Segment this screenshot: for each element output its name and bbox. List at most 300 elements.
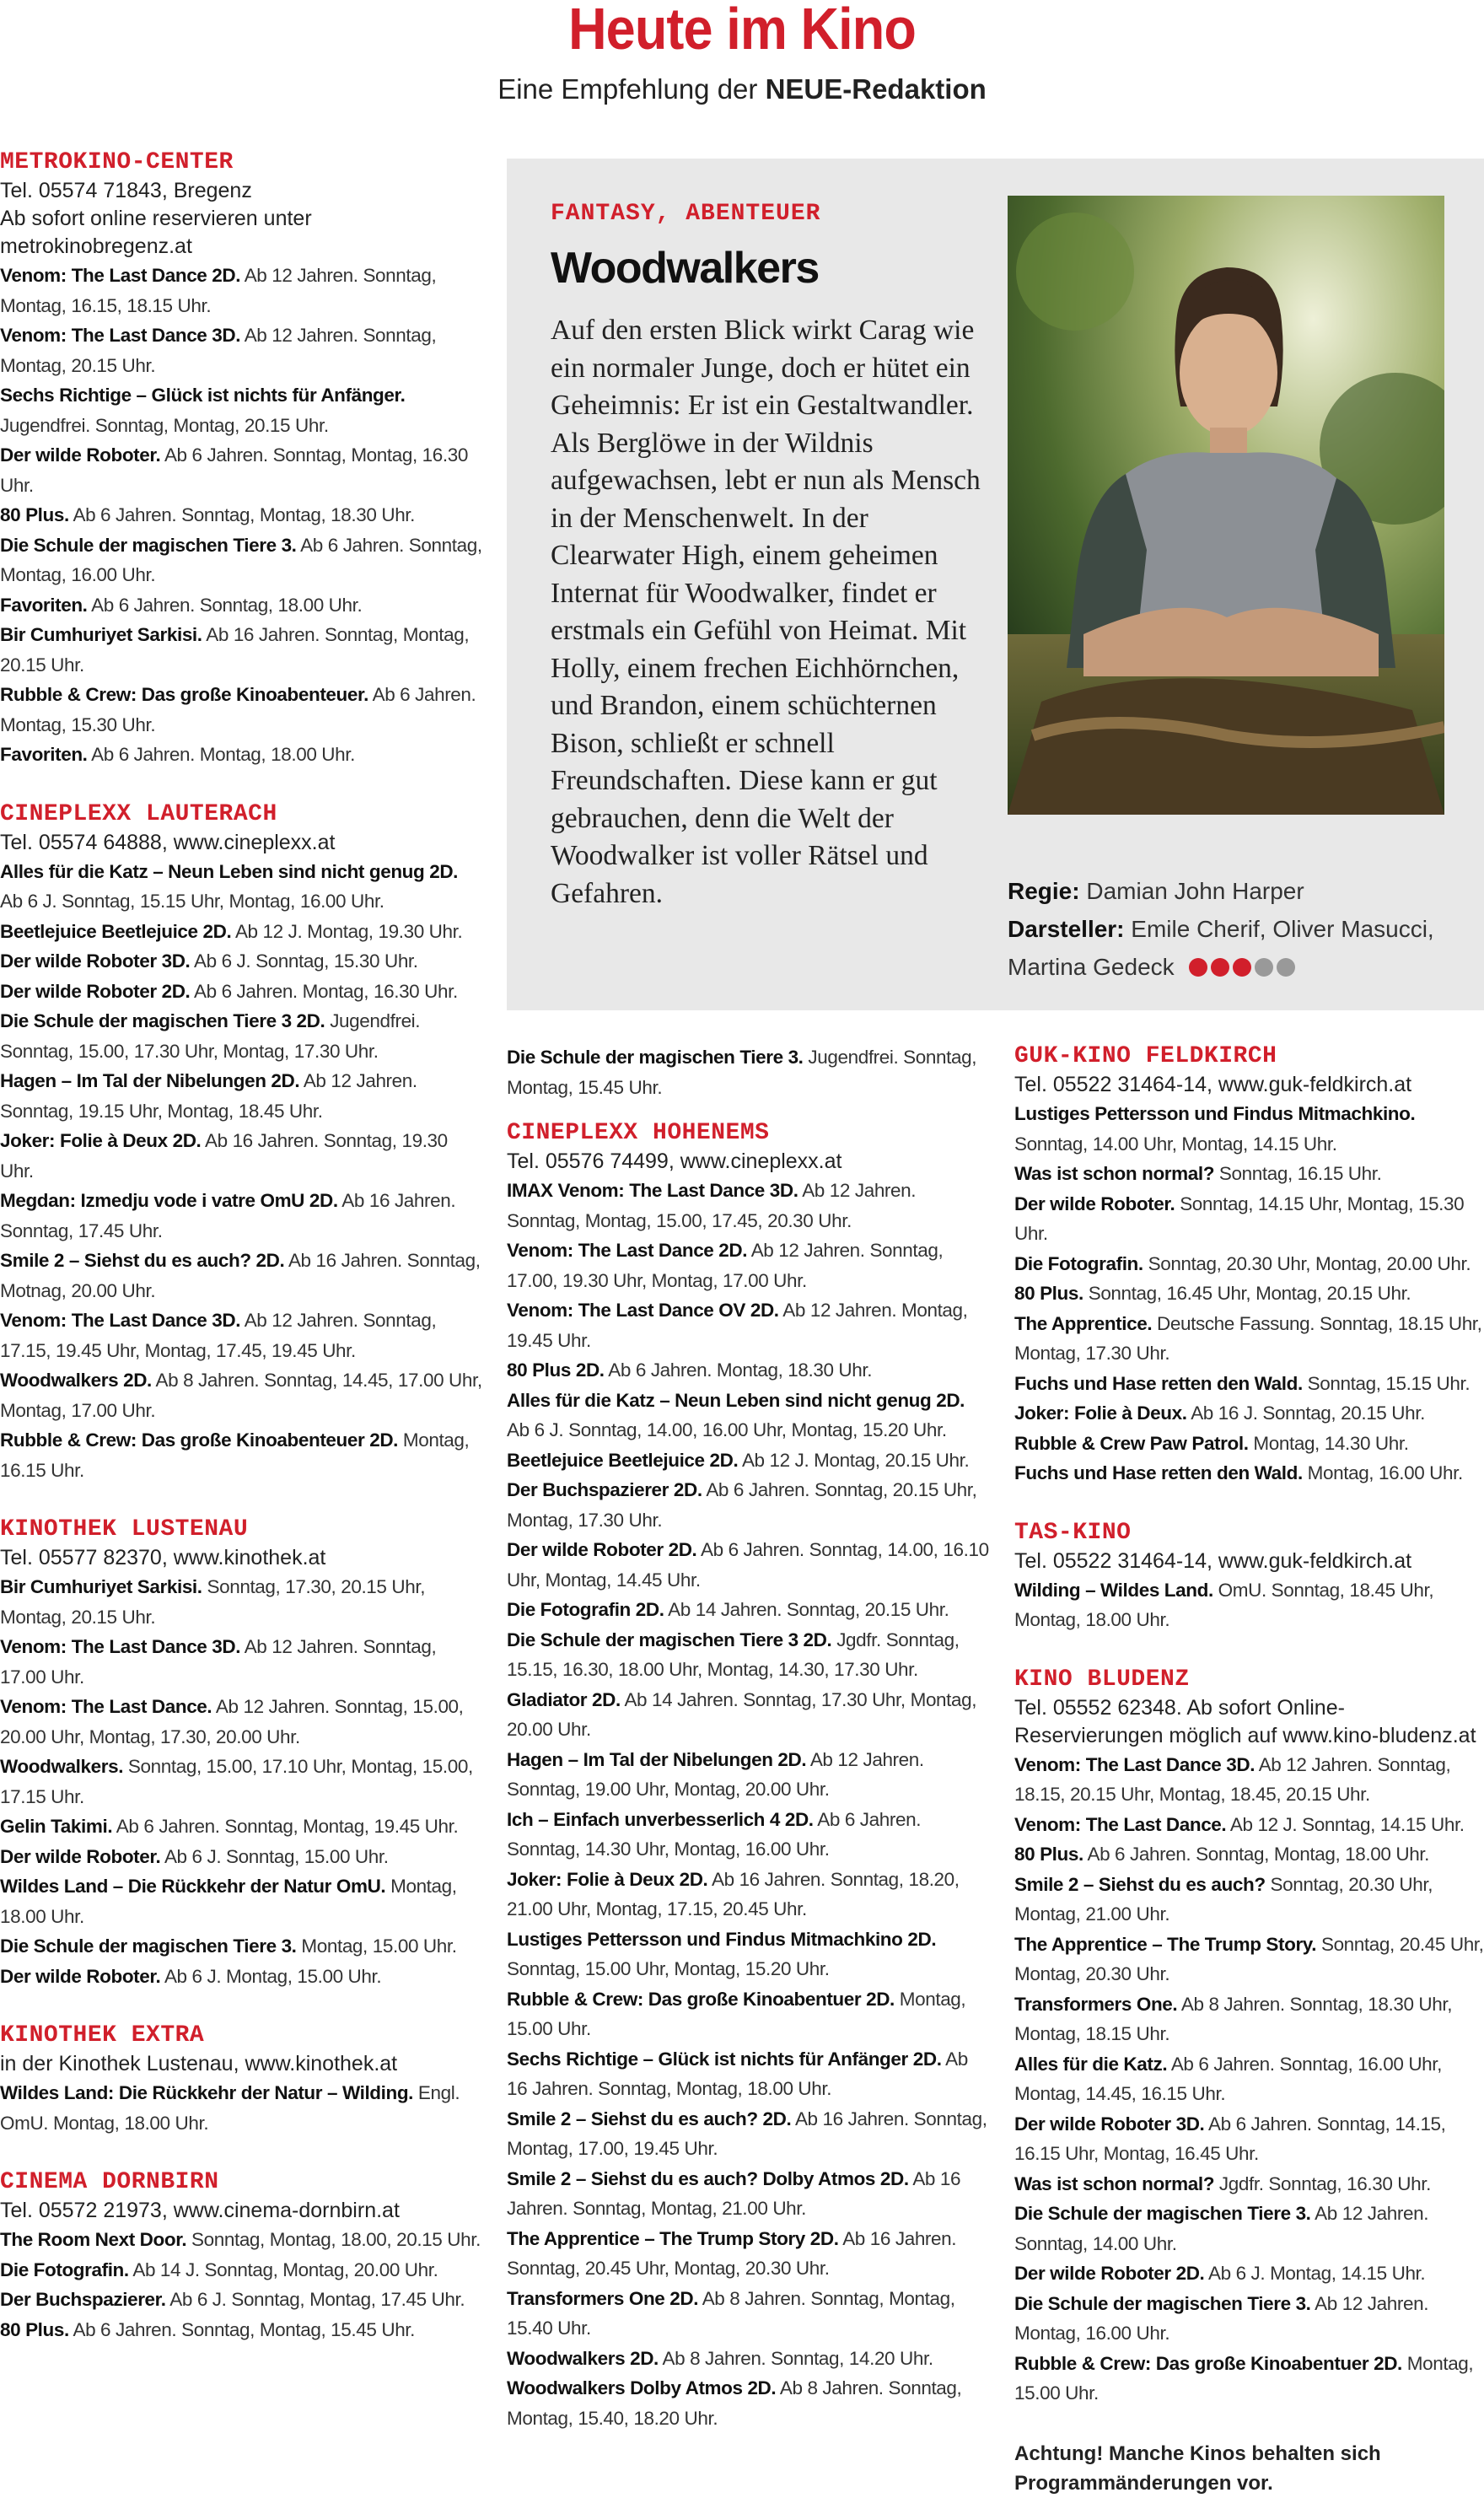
- screening-details: Ab 16 Jahren. Sonntag, 19.30 Uhr.: [0, 1130, 448, 1182]
- film-title: Woodwalkers 2D.: [507, 2347, 659, 2369]
- page-title: Heute im Kino: [568, 0, 916, 62]
- subtitle-prefix: Eine Empfehlung der: [497, 73, 766, 105]
- screening-details: Montag, 18.00 Uhr.: [0, 1876, 457, 1927]
- screening-details: Jgdfr. Sonntag, 16.30 Uhr.: [1214, 2172, 1431, 2194]
- screening-details: Ab 6 Jahren. Montag, 18.00 Uhr.: [87, 744, 355, 765]
- screening-details: Ab 6 Jahren. Sonntag, 14.15, 16.15 Uhr, Montag, 16.45 Uhr.: [1014, 2113, 1446, 2164]
- cinema-contact: in der Kinothek Lustenau, www.kinothek.at: [0, 2052, 398, 2075]
- film-title: Gelin Takimi.: [0, 1816, 113, 1837]
- cinema-block: [0, 2168, 482, 2345]
- screening-entry: [0, 977, 482, 1007]
- screening-details: Ab 6 Jahren. Montag, 16.30 Uhr.: [190, 980, 458, 1002]
- screening-details: Ab 6 J. Montag, 14.15 Uhr.: [1204, 2263, 1426, 2284]
- cinema-name: CINEPLEXX LAUTERACH: [0, 800, 277, 827]
- cinema-contact: metrokinobregenz.at: [0, 234, 192, 258]
- screening-entry: [1014, 2349, 1484, 2409]
- film-title: Beetlejuice Beetlejuice 2D.: [507, 1449, 739, 1471]
- screening-details: Ab 12 J. Sonntag, 14.15 Uhr.: [1226, 1813, 1465, 1835]
- film-title: Venom: The Last Dance 2D.: [0, 265, 241, 286]
- screening-entry: [507, 1176, 989, 1236]
- screening-entry: [1014, 1309, 1484, 1369]
- screening-entry: [507, 1925, 989, 1984]
- darsteller-label: Darsteller:: [1008, 916, 1125, 942]
- feature-text: Auf den ersten Blick wirkt Carag wie ein normaler Junge, doch er hütet ein Geheimnis: Er ist ein Gestaltwandler. Als Berglöwe in der Wildnis aufgewachsen, lebt er nun als Mensch in der Menschenwelt. In der Clearwater High, einem geheimen Internat für Woodwalker, findet er erstmals ein Gefühl von Heimat. Mit Holly, einem frechen Eichhörnchen, und Brandon, einem schüchternen Bison, schließt er schnell Freundschaften. Diese kann er gut gebrauchen, denn die Welt der Woodwalker ist voller Rätsel und Gefahren.: [551, 315, 981, 909]
- film-title: Die Fotografin.: [1014, 1252, 1143, 1274]
- screening-details: Ab 16 Jahren. Sonntag, 18.20, 21.00 Uhr, Montag, 17.15, 20.45 Uhr.: [507, 1868, 960, 1919]
- film-title: Lustiges Pettersson und Findus Mitmachkino.: [1014, 1103, 1416, 1124]
- cinema-block: [1014, 1666, 1484, 2409]
- film-title: Lustiges Pettersson und Findus Mitmachkino 2D.: [507, 1928, 937, 1950]
- darsteller-value: Emile Cherif, Oliver Masucci, Martina Gedeck: [1008, 916, 1434, 980]
- cinema-block: [507, 1119, 989, 2433]
- screening-entry: [0, 1692, 482, 1752]
- screening-entry: [0, 1006, 482, 1066]
- film-title: Venom: The Last Dance 3D.: [0, 1636, 241, 1657]
- screening-entry: [507, 1355, 989, 1386]
- film-title: Alles für die Katz – Neun Leben sind nicht genug 2D.: [507, 1389, 965, 1411]
- cinema-name: KINO BLUDENZ: [1014, 1666, 1190, 1693]
- regie-value: Damian John Harper: [1079, 878, 1304, 904]
- screening-entry: [507, 1446, 989, 1476]
- screening-entry: [0, 2285, 482, 2315]
- screening-entry: [0, 1126, 482, 1186]
- screening-entry: [507, 1475, 989, 1535]
- film-title: Transformers One.: [1014, 1993, 1178, 2015]
- screening-entry: [1014, 1429, 1484, 1459]
- cinema-name: METROKINO-CENTER: [0, 149, 234, 175]
- screening-entry: [507, 2104, 989, 2164]
- screening-entry: [507, 1042, 989, 1102]
- film-title: Ich – Einfach unverbesserlich 4 2D.: [507, 1808, 814, 1830]
- cinema-name: CINEPLEXX HOHENEMS: [507, 1120, 770, 1146]
- screening-entry: [0, 1246, 482, 1306]
- screening-details: Ab 6 Jahren. Montag, 18.30 Uhr.: [604, 1359, 873, 1381]
- screening-details: Sonntag, 20.30 Uhr, Montag, 20.00 Uhr.: [1143, 1252, 1471, 1274]
- film-title: Woodwalkers Dolby Atmos 2D.: [507, 2377, 777, 2398]
- cinema-block: [0, 2022, 482, 2138]
- film-title: Rubble & Crew: Das große Kinoabentuer 2D.: [507, 1988, 895, 2010]
- film-title: Smile 2 – Siehst du es auch? Dolby Atmos 2D.: [507, 2167, 909, 2189]
- screening-entry: [0, 440, 482, 500]
- screening-details: Montag, 15.00 Uhr.: [1014, 2352, 1474, 2404]
- screening-entry: [0, 1572, 482, 1632]
- feature-genre: FANTASY, ABENTEUER: [551, 201, 821, 227]
- film-title: Wildes Land: Die Rückkehr der Natur – Wilding.: [0, 2082, 414, 2103]
- film-title: Der wilde Roboter.: [0, 444, 161, 466]
- film-title: Hagen – Im Tal der Nibelungen 2D.: [0, 1070, 300, 1091]
- screening-details: Sonntag, 14.15 Uhr, Montag, 15.30 Uhr.: [1014, 1192, 1465, 1244]
- screening-details: Ab 8 Jahren. Sonntag, Montag, 15.40, 18.20 Uhr.: [507, 2377, 962, 2429]
- film-title: Der wilde Roboter 3D.: [1014, 2113, 1205, 2135]
- film-title: Die Schule der magischen Tiere 3 2D.: [0, 1010, 325, 1031]
- screening-entry: [1014, 1810, 1484, 1840]
- cinema-block: [1014, 1042, 1484, 1489]
- listings-column-2: [507, 1042, 989, 2463]
- film-title: The Apprentice – The Trump Story.: [1014, 1933, 1317, 1955]
- film-title: Venom: The Last Dance.: [0, 1696, 212, 1717]
- screening-details: Ab 16 Jahren. Sonntag, 20.45 Uhr, Montag, 20.30 Uhr.: [507, 2227, 957, 2279]
- film-title: 80 Plus.: [0, 504, 69, 525]
- film-title: Beetlejuice Beetlejuice 2D.: [0, 920, 232, 942]
- screening-entry: [0, 1931, 482, 1962]
- screening-entry: [0, 1066, 482, 1126]
- screening-entry: [1014, 2289, 1484, 2349]
- screening-details: Jgdfr. Sonntag, 15.15, 16.30, 18.00 Uhr, Montag, 14.30, 17.30 Uhr.: [507, 1629, 960, 1680]
- film-title: Woodwalkers 2D.: [0, 1370, 152, 1391]
- screening-entry: [0, 2315, 482, 2345]
- screening-entry: [507, 1386, 989, 1446]
- screening-details: Ab 16 Jahren. Sonntag, Montag, 20.15 Uhr.: [0, 624, 470, 676]
- film-title: Der wilde Roboter.: [1014, 1192, 1175, 1214]
- rating-dot-filled: [1233, 958, 1251, 977]
- screening-details: Ab 6 Jahren. Montag, 15.30 Uhr.: [0, 684, 476, 735]
- rating-dot-filled: [1211, 958, 1229, 977]
- screening-details: Ab 6 J. Sonntag, 15.00 Uhr.: [160, 1845, 389, 1867]
- screening-entry: [507, 1535, 989, 1595]
- cinema-block: [1014, 1519, 1484, 1635]
- rating-dot-filled: [1189, 958, 1207, 977]
- screening-details: Ab 6 J. Sonntag, 15.15 Uhr, Montag, 16.00 Uhr.: [0, 891, 384, 912]
- screening-entry: [507, 1295, 989, 1355]
- screening-details: Ab 8 Jahren. Sonntag, 18.30 Uhr, Montag, 18.15 Uhr.: [1014, 1993, 1453, 2044]
- screening-entry: [0, 857, 482, 917]
- screening-entry: [1014, 1279, 1484, 1309]
- film-title: Was ist schon normal?: [1014, 1163, 1215, 1184]
- film-title: Bir Cumhuriyet Sarkisi.: [0, 624, 202, 645]
- screening-details: Ab 12 Jahren. Montag, 16.00 Uhr.: [1014, 2292, 1429, 2344]
- listings-column-1: [0, 148, 482, 2375]
- film-title: Der Buchspazierer.: [0, 2289, 166, 2310]
- screening-entry: [1014, 1249, 1484, 1279]
- cinema-name: TAS-KINO: [1014, 1519, 1132, 1546]
- screening-details: Ab 16 J. Sonntag, 20.15 Uhr.: [1186, 1402, 1425, 1424]
- cinema-block: [0, 800, 482, 1486]
- cinema-name: CINEMA DORNBIRN: [0, 2169, 219, 2195]
- film-title: Joker: Folie à Deux 2D.: [0, 1130, 202, 1151]
- screening-details: Ab 6 Jahren. Sonntag, Montag, 16.00 Uhr.: [0, 534, 482, 585]
- film-title: Der Buchspazierer 2D.: [507, 1479, 702, 1500]
- film-title: Die Schule der magischen Tiere 3 2D.: [507, 1629, 832, 1650]
- film-title: Die Schule der magischen Tiere 3.: [0, 534, 297, 556]
- film-title: Joker: Folie à Deux.: [1014, 1402, 1187, 1424]
- film-title: The Room Next Door.: [0, 2229, 187, 2250]
- cinema-contact: Tel. 05522 31464-14, www.guk-feldkirch.at: [1014, 1548, 1412, 1573]
- screening-entry: [0, 620, 482, 680]
- film-title: Was ist schon normal?: [1014, 2172, 1215, 2194]
- film-title: Der wilde Roboter 3D.: [0, 950, 191, 972]
- screening-entry: [0, 1186, 482, 1246]
- screening-details: Ab 12 Jahren. Sonntag, 14.00 Uhr.: [1014, 2203, 1429, 2254]
- screening-details: Sonntag, 15.00, 17.10 Uhr, Montag, 15.00, 17.15 Uhr.: [0, 1756, 473, 1807]
- cinema-contact: Ab sofort online reservieren unter: [0, 207, 312, 230]
- screening-entry: [507, 2044, 989, 2104]
- screening-details: Deutsche Fassung. Sonntag, 18.15 Uhr, Montag, 17.30 Uhr.: [1014, 1312, 1482, 1364]
- screening-details: Ab 12 Jahren. Sonntag, 17.00 Uhr.: [0, 1636, 437, 1688]
- screening-entry: [507, 2284, 989, 2344]
- screening-details: Ab 8 Jahren. Sonntag, 14.20 Uhr.: [658, 2347, 933, 2369]
- screening-details: Ab 6 Jahren. Sonntag, 18.00 Uhr.: [87, 594, 363, 616]
- screening-entry: [507, 1984, 989, 2044]
- screening-entry: [0, 917, 482, 947]
- screening-details: Sonntag, Montag, 18.00, 20.15 Uhr.: [186, 2229, 481, 2250]
- film-title: Der wilde Roboter 2D.: [1014, 2263, 1205, 2284]
- screening-entry: [507, 2344, 989, 2374]
- screening-details: Ab 6 J. Sonntag, 14.00, 16.00 Uhr, Montag, 15.20 Uhr.: [507, 1419, 947, 1440]
- screening-entry: [1014, 1458, 1484, 1489]
- cinema-contact: Tel. 05552 62348. Ab sofort Online-Reservierungen möglich auf www.kino-bludenz.at: [1014, 1695, 1476, 1747]
- screening-details: Ab 12 J. Montag, 20.15 Uhr.: [738, 1449, 970, 1471]
- cinema-contact: Tel. 05577 82370, www.kinothek.at: [0, 1546, 326, 1569]
- film-title: Smile 2 – Siehst du es auch? 2D.: [507, 2108, 792, 2129]
- film-title: Gladiator 2D.: [507, 1688, 621, 1710]
- film-title: Favoriten.: [0, 744, 88, 765]
- rating-dots: [1189, 950, 1298, 988]
- screening-details: Ab 12 Jahren. Sonntag, Montag, 16.15, 18.15 Uhr.: [0, 265, 437, 316]
- screening-entry: [1014, 1930, 1484, 1989]
- film-title: Die Schule der magischen Tiere 3.: [507, 1047, 804, 1068]
- film-title: Alles für die Katz.: [1014, 2053, 1168, 2075]
- film-title: Fuchs und Hase retten den Wald.: [1014, 1462, 1303, 1483]
- feature-title: Woodwalkers: [551, 244, 819, 293]
- film-title: Smile 2 – Siehst du es auch? 2D.: [0, 1250, 285, 1271]
- screening-details: Montag, 16.15 Uhr.: [0, 1429, 470, 1481]
- screening-details: Sonntag, 14.00 Uhr, Montag, 14.15 Uhr.: [1014, 1133, 1337, 1155]
- film-title: Die Schule der magischen Tiere 3.: [1014, 2203, 1311, 2224]
- cinema-contact: Tel. 05574 64888, www.cineplexx.at: [0, 830, 336, 854]
- cinema-contact: Tel. 05522 31464-14, www.guk-feldkirch.at: [1014, 1073, 1412, 1096]
- screening-entry: [0, 590, 482, 621]
- film-title: Woodwalkers.: [0, 1756, 124, 1777]
- screening-entry: [0, 1425, 482, 1485]
- screening-details: Ab 14 J. Sonntag, Montag, 20.00 Uhr.: [128, 2258, 438, 2280]
- film-title: Favoriten.: [0, 594, 88, 616]
- feature-box: [507, 159, 1484, 1010]
- film-title: Der wilde Roboter 2D.: [0, 980, 191, 1002]
- screening-details: Ab 8 Jahren. Sonntag, 14.45, 17.00 Uhr, Montag, 17.00 Uhr.: [0, 1370, 482, 1421]
- screening-details: Ab 6 Jahren. Sonntag, 16.00 Uhr, Montag, 14.45, 16.15 Uhr.: [1014, 2053, 1442, 2104]
- film-title: Rubble & Crew: Das große Kinoabenteuer.: [0, 684, 368, 705]
- screening-entry: [1014, 1369, 1484, 1399]
- screening-details: Ab 12 Jahren. Sonntag, Montag, 20.15 Uhr.: [0, 325, 437, 376]
- cinema-contact: Tel. 05572 21973, www.cinema-dornbirn.at: [0, 2199, 400, 2222]
- regie-label: Regie:: [1008, 878, 1080, 904]
- cinema-contact: Tel. 05576 74499, www.cineplexx.at: [507, 1149, 842, 1173]
- screening-entry: [0, 1871, 482, 1931]
- film-title: Sechs Richtige – Glück ist nichts für Anfänger 2D.: [507, 2048, 942, 2070]
- screening-details: Ab 16 Jahren. Sonntag, 17.45 Uhr.: [0, 1190, 456, 1241]
- film-title: Die Schule der magischen Tiere 3.: [1014, 2292, 1311, 2314]
- screening-details: Ab 6 Jahren. Sonntag, Montag, 18.30 Uhr.: [68, 504, 416, 525]
- screening-entry: [1014, 2049, 1484, 2109]
- screening-entry: [1014, 1870, 1484, 1930]
- screening-entry: [0, 500, 482, 530]
- screening-entry: [0, 1632, 482, 1692]
- screening-entry: [507, 1625, 989, 1685]
- screening-details: Sonntag, 16.15 Uhr.: [1214, 1163, 1382, 1184]
- screening-entry: [1014, 1099, 1484, 1159]
- film-title: Hagen – Im Tal der Nibelungen 2D.: [507, 1748, 807, 1770]
- film-title: Rubble & Crew: Das große Kinoabenteuer 2D.: [0, 1429, 399, 1451]
- screening-details: Ab 6 J. Montag, 15.00 Uhr.: [160, 1965, 382, 1987]
- screening-details: Ab 8 Jahren. Sonntag, Montag, 15.40 Uhr.: [507, 2287, 955, 2339]
- screening-details: Engl. OmU. Montag, 18.00 Uhr.: [0, 2082, 460, 2134]
- screening-entry: [507, 1685, 989, 1745]
- screening-details: Ab 12 Jahren. Sonntag, 15.00, 20.00 Uhr, Montag, 17.30, 20.00 Uhr.: [0, 1696, 464, 1747]
- film-title: The Apprentice.: [1014, 1312, 1153, 1334]
- screening-details: Ab 12 Jahren. Sonntag, Montag, 15.00, 17.45, 20.30 Uhr.: [507, 1180, 917, 1231]
- screening-details: Ab 12 Jahren. Montag, 19.45 Uhr.: [507, 1300, 968, 1351]
- film-title: Venom: The Last Dance 3D.: [0, 325, 241, 346]
- screening-entry: [507, 1595, 989, 1625]
- screening-entry: [1014, 1750, 1484, 1810]
- film-title: Rubble & Crew Paw Patrol.: [1014, 1432, 1249, 1454]
- screening-details: Ab 16 Jahren. Sonntag, Montag, 17.00, 19.45 Uhr.: [507, 2108, 987, 2159]
- screening-entry: [1014, 1839, 1484, 1870]
- screening-entry: [0, 380, 482, 440]
- page-header: [0, 0, 1484, 118]
- film-title: 80 Plus.: [0, 2318, 69, 2340]
- film-title: Der wilde Roboter.: [0, 1965, 161, 1987]
- screening-details: Ab 14 Jahren. Sonntag, 20.15 Uhr.: [664, 1599, 949, 1620]
- film-title: Venom: The Last Dance 2D.: [507, 1240, 748, 1261]
- screening-entry: [0, 530, 482, 590]
- screening-details: Ab 16 Jahren. Sonntag, Motnag, 20.00 Uhr.: [0, 1250, 481, 1301]
- cinema-contact: Tel. 05574 71843, Bregenz: [0, 179, 252, 202]
- screening-details: Ab 6 J. Sonntag, 15.30 Uhr.: [190, 950, 418, 972]
- film-title: Rubble & Crew: Das große Kinoabentuer 2D.: [1014, 2352, 1402, 2374]
- screening-entry: [0, 740, 482, 770]
- screening-details: Jugendfrei. Sonntag, 15.00, 17.30 Uhr, Montag, 17.30 Uhr.: [0, 1010, 421, 1062]
- film-title: Smile 2 – Siehst du es auch?: [1014, 1873, 1266, 1895]
- cinema-name: KINOTHEK EXTRA: [0, 2022, 205, 2048]
- film-title: Fuchs und Hase retten den Wald.: [1014, 1372, 1303, 1394]
- film-title: Venom: The Last Dance 3D.: [1014, 1753, 1255, 1775]
- screening-details: Sonntag, 17.30, 20.15 Uhr, Montag, 20.15 Uhr.: [0, 1576, 426, 1628]
- subtitle-bold: NEUE-Redaktion: [765, 73, 987, 105]
- screening-entry: [0, 261, 482, 320]
- screening-entry: [507, 2164, 989, 2224]
- screening-entry: [0, 946, 482, 977]
- cinema-name: KINOTHEK LUSTENAU: [0, 1516, 249, 1542]
- film-title: Der wilde Roboter.: [0, 1845, 161, 1867]
- rating-dot-empty: [1277, 958, 1295, 977]
- film-title: Die Schule der magischen Tiere 3.: [0, 1935, 297, 1957]
- screening-details: Ab 12 Jahren. Sonntag, 17.15, 19.45 Uhr, Montag, 17.45, 19.45 Uhr.: [0, 1310, 437, 1361]
- listings-column-3: [1014, 1042, 1484, 2498]
- film-title: Venom: The Last Dance OV 2D.: [507, 1300, 779, 1321]
- screening-details: Sonntag, 15.00 Uhr, Montag, 15.20 Uhr.: [507, 1958, 830, 1979]
- screening-details: Sonntag, 16.45 Uhr, Montag, 20.15 Uhr.: [1083, 1283, 1411, 1304]
- film-title: 80 Plus 2D.: [507, 1359, 605, 1381]
- film-title: Wildes Land – Die Rückkehr der Natur OmU.: [0, 1876, 386, 1897]
- screening-details: Ab 6 J. Sonntag, Montag, 17.45 Uhr.: [165, 2289, 465, 2310]
- film-title: 80 Plus.: [1014, 1844, 1083, 1865]
- screening-details: Montag, 14.30 Uhr.: [1248, 1432, 1409, 1454]
- page-subtitle: [0, 73, 1484, 106]
- screening-details: Ab 6 Jahren. Sonntag, Montag, 18.00 Uhr.: [1083, 1844, 1430, 1865]
- screening-details: Ab 16 Jahren. Sonntag, Montag, 18.00 Uhr.: [507, 2048, 968, 2099]
- screening-details: Montag, 16.00 Uhr.: [1302, 1462, 1463, 1483]
- film-title: The Apprentice – The Trump Story 2D.: [507, 2227, 839, 2249]
- film-title: Megdan: Izmedju vode i vatre OmU 2D.: [0, 1190, 338, 1211]
- screening-details: Montag, 15.00 Uhr.: [507, 1988, 966, 2039]
- film-title: IMAX Venom: The Last Dance 3D.: [507, 1180, 798, 1201]
- screening-entry: [507, 1745, 989, 1805]
- screening-details: Ab 12 J. Montag, 19.30 Uhr.: [231, 920, 463, 942]
- movie-still-illustration: [1008, 196, 1444, 815]
- film-title: Die Fotografin.: [0, 2258, 129, 2280]
- screening-entry: [1014, 2109, 1484, 2169]
- screening-entry: [0, 1812, 482, 1842]
- movie-still-photo: [1008, 196, 1444, 815]
- screening-details: Ab 6 Jahren. Sonntag, 20.15 Uhr, Montag, 17.30 Uhr.: [507, 1479, 977, 1531]
- screening-entry: [1014, 1989, 1484, 2049]
- screening-details: Ab 6 Jahren. Sonntag, Montag, 16.30 Uhr.: [0, 444, 468, 496]
- film-title: Der wilde Roboter 2D.: [507, 1539, 697, 1560]
- screening-entry: [1014, 2199, 1484, 2258]
- screening-entry: [0, 1365, 482, 1425]
- screening-entry: [507, 1236, 989, 1295]
- rating-dot-empty: [1255, 958, 1273, 977]
- screening-details: Ab 6 Jahren. Sonntag, Montag, 19.45 Uhr.: [112, 1816, 459, 1837]
- cinema-block: [507, 1042, 989, 1102]
- screening-entry: [0, 1842, 482, 1872]
- screening-details: Ab 6 Jahren. Sonntag, 14.30 Uhr, Montag, 16.00 Uhr.: [507, 1808, 922, 1860]
- screening-entry: [0, 680, 482, 740]
- program-change-note: Achtung! Manche Kinos behalten sich Programmänderungen vor.: [1014, 2441, 1381, 2495]
- screening-details: Ab 12 Jahren. Sonntag, 18.15, 20.15 Uhr, Montag, 18.45, 20.15 Uhr.: [1014, 1753, 1451, 1805]
- screening-details: Ab 6 Jahren. Sonntag, Montag, 15.45 Uhr.: [68, 2318, 416, 2340]
- film-title: Venom: The Last Dance.: [1014, 1813, 1227, 1835]
- screening-entry: [0, 2078, 482, 2138]
- film-title: Venom: The Last Dance 3D.: [0, 1310, 241, 1331]
- screening-entry: [507, 1865, 989, 1925]
- screening-details: Ab 6 Jahren. Sonntag, 14.00, 16.10 Uhr, Montag, 14.45 Uhr.: [507, 1539, 989, 1591]
- screening-entry: [0, 320, 482, 380]
- cinema-block: [0, 1515, 482, 1991]
- screening-details: Ab 16 Jahren. Sonntag, Montag, 21.00 Uhr.: [507, 2167, 961, 2219]
- screening-entry: [0, 2225, 482, 2255]
- screening-details: OmU. Sonntag, 18.45 Uhr, Montag, 18.00 Uhr.: [1014, 1579, 1434, 1630]
- film-title: Wilding – Wildes Land.: [1014, 1579, 1213, 1601]
- screening-details: Sonntag, 20.30 Uhr, Montag, 21.00 Uhr.: [1014, 1873, 1433, 1925]
- film-title: 80 Plus.: [1014, 1283, 1083, 1304]
- cinema-name: GUK-KINO FELDKIRCH: [1014, 1043, 1277, 1069]
- screening-entry: [507, 2224, 989, 2284]
- screening-entry: [0, 1962, 482, 1992]
- screening-details: Ab 12 Jahren. Sonntag, 19.15 Uhr, Montag, 18.45 Uhr.: [0, 1070, 417, 1122]
- screening-details: Sonntag, 15.15 Uhr.: [1302, 1372, 1471, 1394]
- screening-entry: [0, 1306, 482, 1365]
- feature-credits: [1008, 872, 1463, 988]
- cinema-block: [0, 148, 482, 770]
- screening-entry: [507, 2373, 989, 2433]
- film-title: Sechs Richtige – Glück ist nichts für Anfänger.: [0, 385, 406, 406]
- screening-entry: [1014, 1189, 1484, 1249]
- screening-entry: [0, 2255, 482, 2285]
- film-title: Die Fotografin 2D.: [507, 1599, 664, 1620]
- screening-details: Ab 14 Jahren. Sonntag, 17.30 Uhr, Montag, 20.00 Uhr.: [507, 1688, 977, 1740]
- screening-details: Montag, 15.00 Uhr.: [296, 1935, 457, 1957]
- screening-entry: [1014, 2169, 1484, 2199]
- film-title: Alles für die Katz – Neun Leben sind nicht genug 2D.: [0, 860, 459, 882]
- screening-entry: [507, 1805, 989, 1865]
- screening-details: Jugendfrei. Sonntag, Montag, 20.15 Uhr.: [0, 414, 329, 436]
- screening-details: Jugendfrei. Sonntag, Montag, 15.45 Uhr.: [507, 1047, 977, 1098]
- screening-entry: [1014, 1398, 1484, 1429]
- screening-details: Sonntag, 20.45 Uhr, Montag, 20.30 Uhr.: [1014, 1933, 1484, 1984]
- screening-details: Ab 12 Jahren. Sonntag, 17.00, 19.30 Uhr, Montag, 17.00 Uhr.: [507, 1240, 944, 1291]
